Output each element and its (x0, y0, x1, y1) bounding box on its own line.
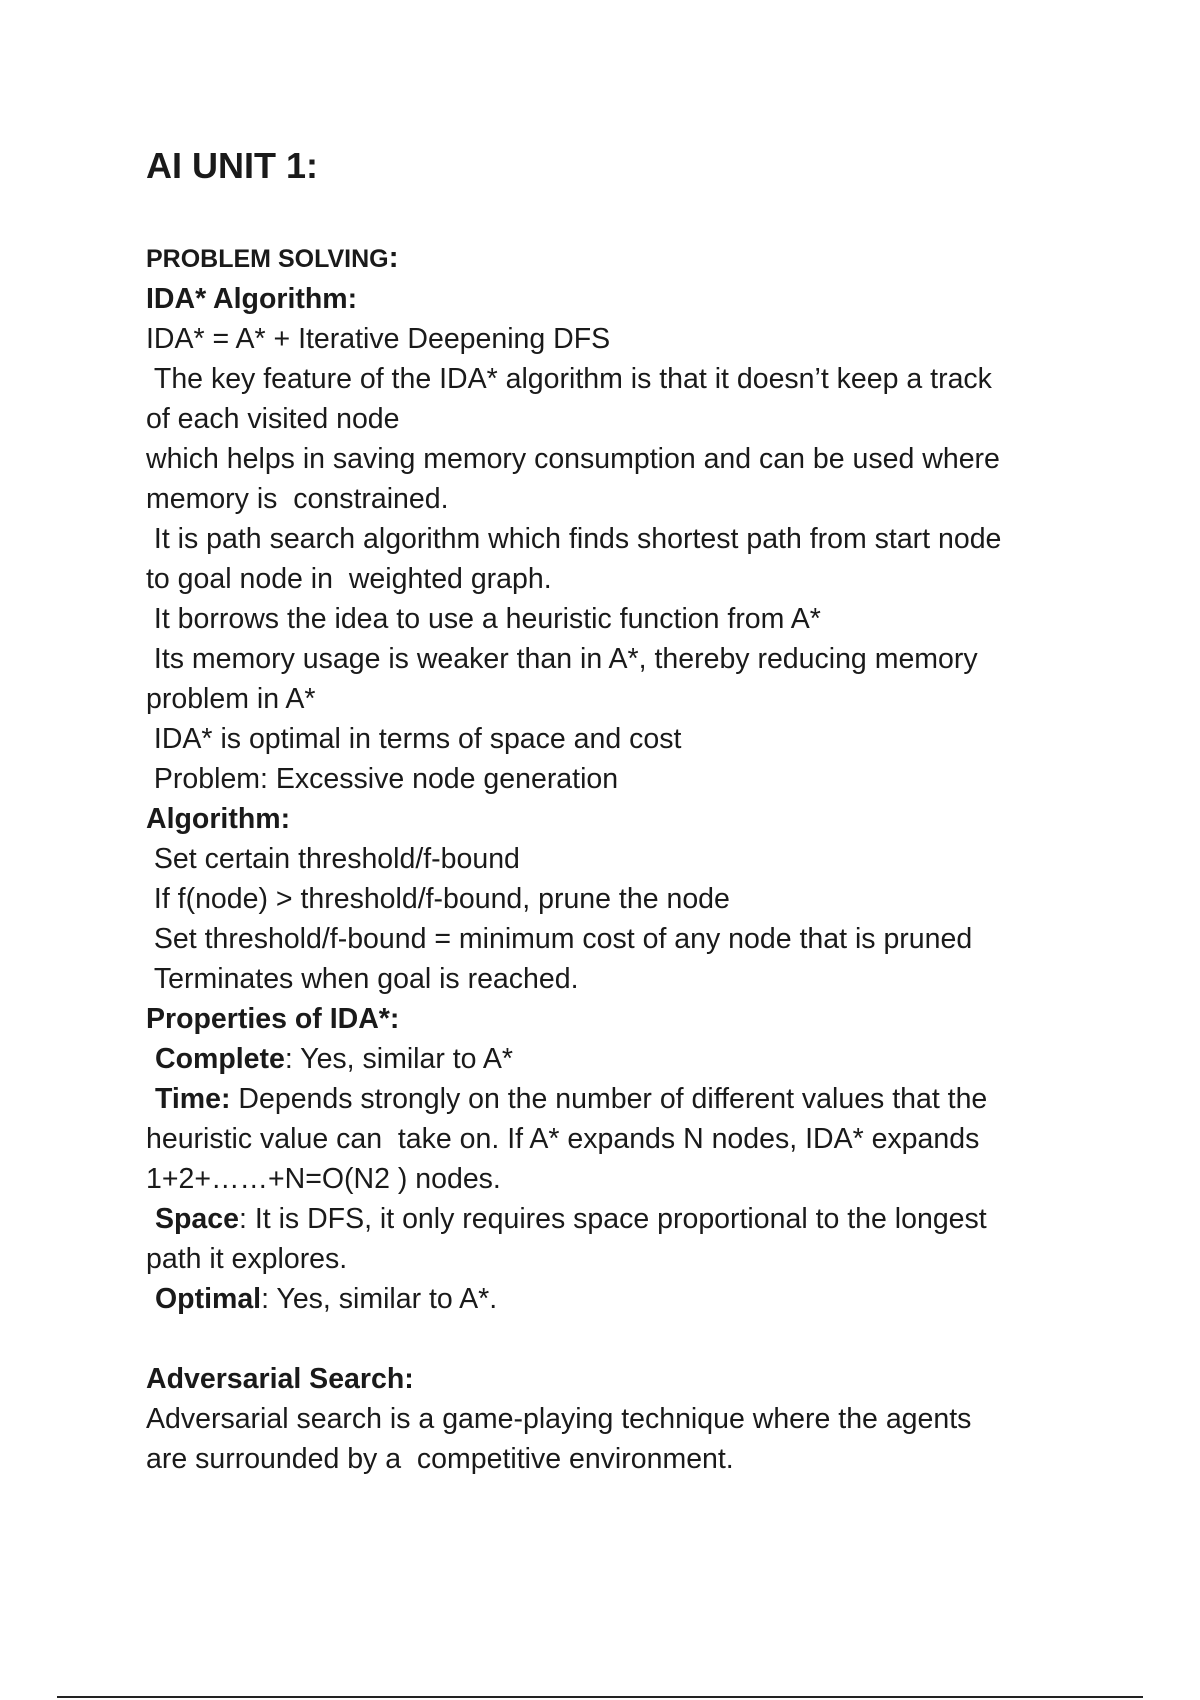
adversarial-line: are surrounded by a competitive environment. (146, 1443, 734, 1475)
adversarial-heading: Adversarial Search: (146, 1363, 414, 1395)
footer-divider (57, 1696, 1143, 1698)
algorithm-heading: Algorithm: (146, 803, 291, 835)
ida-line: Problem: Excessive node generation (146, 763, 619, 795)
ida-line: of each visited node (146, 403, 400, 435)
ida-line: problem in A* (146, 683, 316, 715)
ida-line: which helps in saving memory consumption and can be used where (146, 443, 1000, 475)
ida-line: It borrows the idea to use a heuristic function from A* (146, 603, 821, 635)
spacer (146, 1319, 1086, 1359)
document-body (146, 144, 1086, 1479)
section-heading-problem-solving (146, 238, 1086, 279)
document-title: AI UNIT 1: (146, 145, 319, 186)
property-complete (146, 1039, 1086, 1079)
ida-line: The key feature of the IDA* algorithm is that it doesn’t keep a track (146, 363, 992, 395)
property-optimal-label: Optimal (155, 1283, 262, 1315)
property-complete-label: Complete (155, 1043, 285, 1075)
properties-heading: Properties of IDA*: (146, 1003, 400, 1035)
ida-line: Its memory usage is weaker than in A*, thereby reducing memory (146, 643, 978, 675)
property-time (146, 1079, 1086, 1119)
ida-line: IDA* = A* + Iterative Deepening DFS (146, 323, 611, 355)
property-space-text: : It is DFS, it only requires space proportional to the longest (238, 1203, 987, 1235)
property-optimal-text: : Yes, similar to A*. (261, 1283, 498, 1315)
algorithm-step: Set threshold/f-bound = minimum cost of any node that is pruned (146, 923, 973, 955)
ida-line: It is path search algorithm which finds shortest path from start node (146, 523, 1002, 555)
ida-heading: IDA* Algorithm: (146, 283, 358, 315)
ida-line: memory is constrained. (146, 483, 449, 515)
property-space (146, 1199, 1086, 1239)
ida-line: IDA* is optimal in terms of space and cost (146, 723, 682, 755)
algorithm-step: If f(node) > threshold/f-bound, prune the node (146, 883, 730, 915)
property-space-label: Space (155, 1203, 239, 1235)
algorithm-step: Set certain threshold/f-bound (146, 843, 520, 875)
property-time-continued: heuristic value can take on. If A* expands N nodes, IDA* expands (146, 1123, 980, 1155)
adversarial-line: Adversarial search is a game-playing technique where the agents (146, 1403, 972, 1435)
property-space-continued: path it explores. (146, 1243, 348, 1275)
property-time-label: Time: (155, 1083, 231, 1115)
ida-line: to goal node in weighted graph. (146, 563, 552, 595)
algorithm-step: Terminates when goal is reached. (146, 963, 579, 995)
property-time-text: Depends strongly on the number of different values that the (230, 1083, 988, 1115)
property-optimal (146, 1279, 1086, 1319)
property-complete-text: : Yes, similar to A* (284, 1043, 513, 1075)
property-time-continued: 1+2+……+N=O(N2 ) nodes. (146, 1163, 501, 1195)
section-heading-problem-solving-text: PROBLEM SOLVING (146, 245, 389, 273)
section-heading-colon: : (388, 241, 399, 274)
